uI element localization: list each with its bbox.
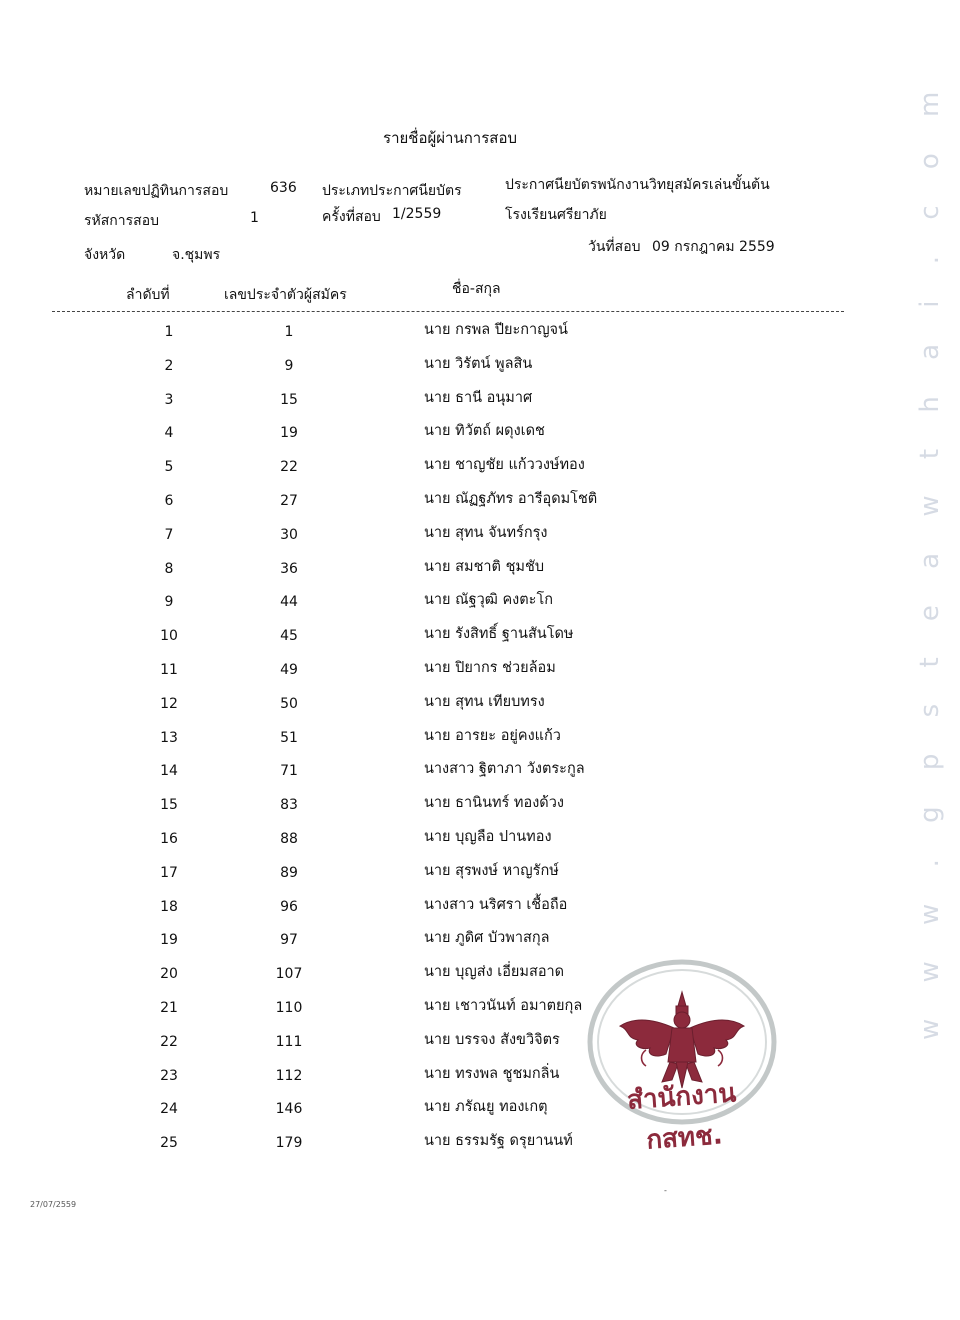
row-name: นาย ณัฏฐภัทร อารีอุดมโชติ bbox=[424, 491, 598, 507]
row-seq: 13 bbox=[160, 729, 178, 746]
row-name: นาย เชาวนันท์ อมาตยกุล bbox=[424, 998, 583, 1014]
row-name: นาย อารยะ อยู่คงแก้ว bbox=[424, 727, 561, 744]
table-row bbox=[0, 487, 960, 521]
row-seq: 8 bbox=[164, 560, 174, 577]
row-applicant-no: 22 bbox=[280, 459, 298, 476]
row-seq: 20 bbox=[160, 966, 178, 983]
row-applicant-no: 179 bbox=[275, 1135, 303, 1152]
header-divider bbox=[52, 311, 844, 312]
row-name: นาย ณัฐวุฒิ คงตะโก bbox=[424, 592, 554, 609]
row-applicant-no: 19 bbox=[280, 425, 298, 442]
footer-page-mark: - bbox=[664, 1186, 667, 1195]
row-applicant-no: 9 bbox=[284, 357, 294, 374]
row-applicant-no: 89 bbox=[280, 864, 298, 881]
row-applicant-no: 111 bbox=[275, 1033, 303, 1050]
row-name: นางสาว ฐิตาภา วังตระกูล bbox=[424, 761, 585, 778]
exam-code-value: 1 bbox=[250, 210, 259, 226]
row-applicant-no: 30 bbox=[280, 526, 298, 543]
official-stamp bbox=[586, 950, 782, 1156]
row-seq: 25 bbox=[160, 1135, 178, 1152]
row-applicant-no: 36 bbox=[280, 560, 298, 577]
row-seq: 5 bbox=[164, 459, 174, 476]
cert-type-value: ประกาศนียบัตรพนักงานวิทยุสมัครเล่นขั้นต้น bbox=[505, 177, 770, 193]
row-applicant-no: 27 bbox=[280, 493, 298, 509]
table-row bbox=[0, 994, 960, 1028]
permit-value: 636 bbox=[270, 180, 297, 196]
table-row bbox=[0, 1062, 960, 1096]
table-row bbox=[0, 825, 960, 859]
column-header-name: ชื่อ-สกุล bbox=[452, 281, 501, 297]
table-row bbox=[0, 588, 960, 622]
row-name: นาย ธรรมรัฐ ดรุยานนท์ bbox=[424, 1133, 573, 1150]
stamp-text: สำนักงาน กสทช. bbox=[626, 1078, 738, 1156]
table-row bbox=[0, 791, 960, 825]
row-name: นาย กรพล ปียะกาญจน์ bbox=[424, 322, 568, 338]
row-applicant-no: 110 bbox=[275, 1000, 303, 1016]
row-seq: 9 bbox=[164, 594, 174, 611]
row-name: นาย ภรัณยู ทองเกตุ bbox=[424, 1099, 548, 1116]
exam-round-label: ครั้งที่สอบ bbox=[322, 209, 381, 225]
row-name: นาย รังสิทธิ์ ฐานสันโดษ bbox=[424, 626, 574, 643]
row-name: นาย ทรงพล ชูชมกลิ่น bbox=[424, 1065, 560, 1082]
row-seq: 10 bbox=[160, 628, 178, 645]
row-name: นาย ภูดิศ บัวพาสกุล bbox=[424, 930, 550, 947]
row-seq: 24 bbox=[160, 1101, 178, 1118]
row-seq: 1 bbox=[164, 324, 174, 340]
table-row bbox=[0, 926, 960, 960]
row-seq: 22 bbox=[160, 1033, 178, 1050]
table-row bbox=[0, 419, 960, 453]
row-applicant-no: 88 bbox=[280, 831, 298, 847]
column-header-seq: ลำดับที่ bbox=[126, 287, 170, 303]
exam-round-value: 1/2559 bbox=[392, 206, 442, 222]
table-row bbox=[0, 893, 960, 927]
row-name: นาย ปิยากร ช่วยล้อม bbox=[424, 660, 556, 676]
table-row bbox=[0, 859, 960, 893]
cert-type-label: ประเภทประกาศนียบัตร bbox=[322, 183, 462, 199]
exam-code-label: รหัสการสอบ bbox=[84, 213, 159, 229]
row-name: นาย บุญส่ง เอี่ยมสอาด bbox=[424, 964, 565, 981]
table-row bbox=[0, 521, 960, 555]
table-row bbox=[0, 690, 960, 724]
row-seq: 17 bbox=[160, 864, 178, 881]
row-applicant-no: 1 bbox=[284, 324, 294, 340]
row-name: นาย บุญลือ ปานทอง bbox=[424, 829, 552, 845]
table-row bbox=[0, 656, 960, 690]
row-seq: 16 bbox=[160, 831, 178, 847]
row-seq: 4 bbox=[164, 425, 174, 442]
exam-date-value: 09 กรกฎาคม 2559 bbox=[652, 239, 775, 255]
row-name: นาย ชาญชัย แก้ววงษ์ทอง bbox=[424, 457, 585, 474]
permit-label: หมายเลขปฏิทินการสอบ bbox=[84, 183, 229, 199]
row-seq: 14 bbox=[160, 763, 178, 780]
table-row bbox=[0, 1028, 960, 1062]
table-row bbox=[0, 724, 960, 758]
row-applicant-no: 83 bbox=[280, 797, 298, 814]
row-name: นาย สมชาติ ชุมชับ bbox=[424, 558, 545, 575]
row-seq: 2 bbox=[164, 357, 174, 374]
row-name: นาย วิรัตน์ พูลสิน bbox=[424, 355, 533, 372]
row-applicant-no: 49 bbox=[280, 662, 298, 678]
province-value: จ.ชุมพร bbox=[172, 247, 221, 263]
row-seq: 15 bbox=[160, 797, 178, 814]
row-applicant-no: 51 bbox=[280, 729, 298, 746]
table-row bbox=[0, 555, 960, 589]
row-applicant-no: 15 bbox=[280, 391, 298, 408]
table-row bbox=[0, 318, 960, 352]
table-row bbox=[0, 622, 960, 656]
row-applicant-no: 45 bbox=[280, 628, 298, 645]
row-name: นาย ทิวัตถ์ ผดุงเดช bbox=[424, 423, 545, 440]
row-name: นาย ธานี อนุมาศ bbox=[424, 389, 533, 406]
row-seq: 12 bbox=[160, 695, 178, 712]
row-seq: 18 bbox=[160, 898, 178, 915]
row-applicant-no: 97 bbox=[280, 932, 298, 949]
row-applicant-no: 96 bbox=[280, 898, 298, 915]
row-seq: 6 bbox=[164, 493, 174, 509]
row-seq: 11 bbox=[160, 662, 178, 678]
row-seq: 19 bbox=[160, 932, 178, 949]
row-applicant-no: 107 bbox=[275, 966, 303, 983]
row-seq: 21 bbox=[160, 1000, 178, 1016]
row-seq: 3 bbox=[164, 391, 174, 408]
exam-venue: โรงเรียนศรียาภัย bbox=[505, 207, 607, 223]
province-label: จังหวัด bbox=[84, 247, 126, 263]
table-row bbox=[0, 1129, 960, 1163]
row-applicant-no: 71 bbox=[280, 763, 298, 780]
row-applicant-no: 44 bbox=[280, 594, 298, 611]
table-row bbox=[0, 757, 960, 791]
table-row bbox=[0, 1095, 960, 1129]
row-seq: 23 bbox=[160, 1067, 178, 1084]
row-name: นาย บรรจง สังขวิจิตร bbox=[424, 1031, 560, 1048]
row-name: นางสาว นริศรา เชื้อถือ bbox=[424, 896, 568, 913]
column-header-applicant-no: เลขประจำตัวผู้สมัคร bbox=[224, 287, 347, 303]
row-name: นาย ธานินทร์ ทองด้วง bbox=[424, 795, 564, 812]
row-name: นาย สุทน เทียบทรง bbox=[424, 693, 545, 710]
footer-print-code: 27/07/2559 bbox=[30, 1200, 77, 1209]
row-applicant-no: 146 bbox=[275, 1101, 303, 1118]
row-seq: 7 bbox=[164, 526, 174, 543]
row-applicant-no: 50 bbox=[280, 695, 298, 712]
table-row bbox=[0, 352, 960, 386]
row-name: นาย สุทน จันทร์กรุง bbox=[424, 524, 548, 541]
table-row bbox=[0, 960, 960, 994]
table-row bbox=[0, 453, 960, 487]
row-applicant-no: 112 bbox=[275, 1067, 303, 1084]
exam-date-label: วันที่สอบ bbox=[588, 239, 641, 255]
row-name: นาย สุรพงษ์ หาญรักษ์ bbox=[424, 862, 559, 879]
website-watermark: w w w . g p s t e a w t h a i . c o m bbox=[915, 77, 945, 1040]
table-row bbox=[0, 386, 960, 420]
page-title: รายชื่อผู้ผ่านการสอบ bbox=[383, 129, 517, 147]
